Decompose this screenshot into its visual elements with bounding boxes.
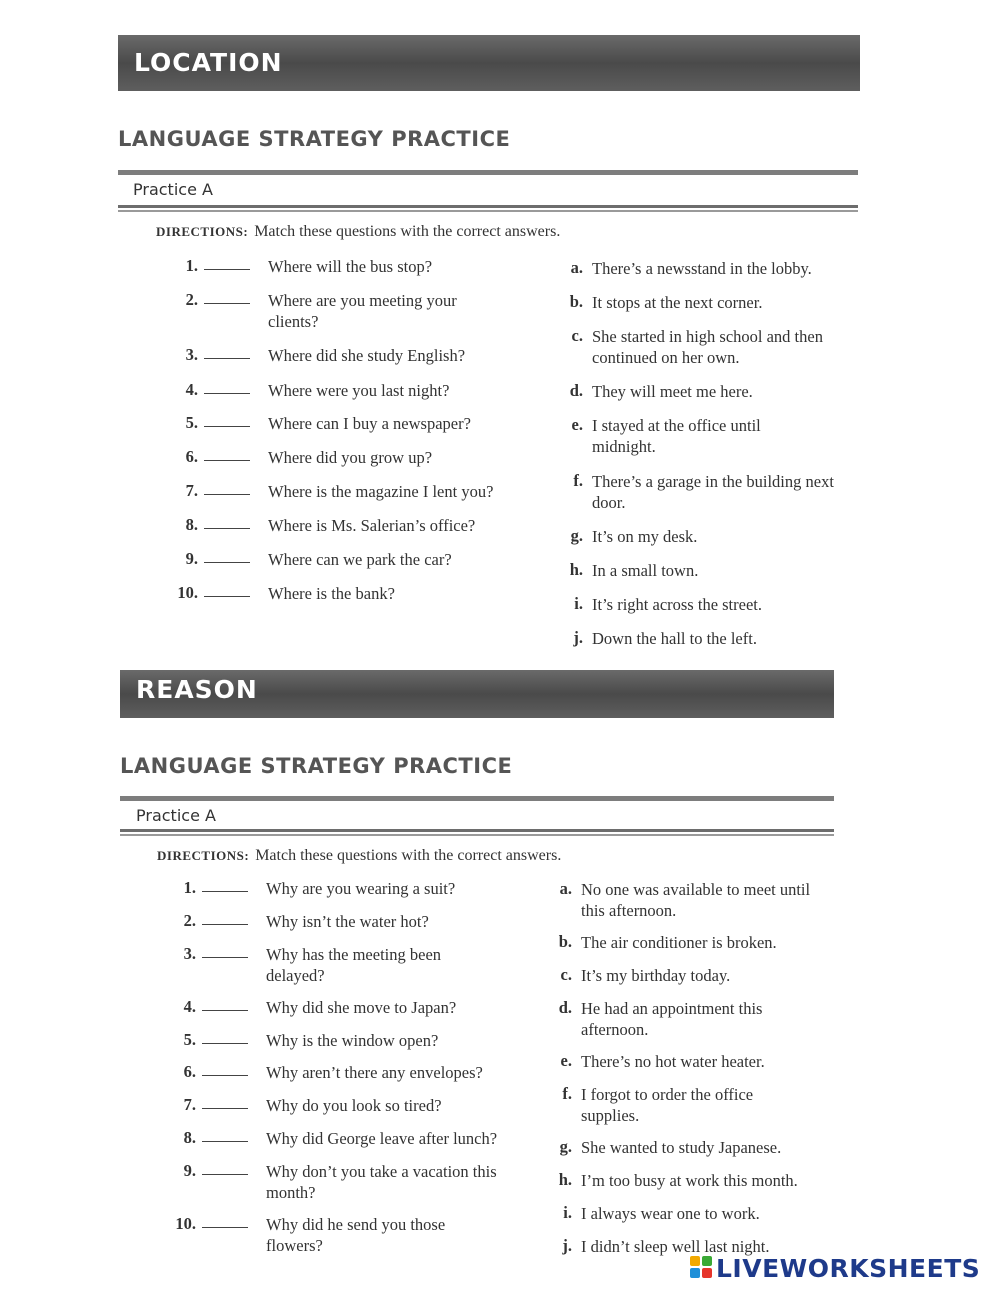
answer-text: I forgot to order the office supplies. (581, 1085, 754, 1125)
answer-letter: i. (563, 1203, 572, 1222)
answer-letter: h. (569, 560, 583, 579)
divider (118, 205, 858, 212)
answer-blank[interactable] (204, 562, 250, 563)
answer-letter: f. (562, 1084, 572, 1103)
question-number: 9. (185, 549, 198, 568)
question-number: 8. (183, 1128, 196, 1147)
answer-letter: h. (558, 1170, 572, 1189)
practice-label: Practice A (133, 180, 213, 199)
question-text: Where can we park the car? (268, 550, 452, 569)
question-text: Why don’t you take a vacation this month? (266, 1162, 497, 1202)
question-text: Where are you meeting your clients? (268, 291, 457, 331)
answer-text: The air conditioner is broken. (581, 933, 777, 952)
answer-letter: e. (560, 1051, 572, 1070)
divider (118, 170, 858, 175)
question-text: Why did he send you those flowers? (266, 1215, 446, 1255)
question-number: 6. (185, 447, 198, 466)
directions-label: DIRECTIONS: (157, 848, 250, 863)
answer-letter: d. (558, 998, 572, 1017)
answer-text: There’s a garage in the building next door. (592, 472, 834, 512)
answer-blank[interactable] (202, 891, 248, 892)
answer-blank[interactable] (202, 1075, 248, 1076)
answer-letter: f. (573, 471, 583, 490)
question-text: Why are you wearing a suit? (266, 879, 456, 898)
answer-blank[interactable] (204, 358, 250, 359)
answer-blank[interactable] (202, 957, 248, 958)
answer-blank[interactable] (204, 426, 250, 427)
answer-text: It stops at the next corner. (592, 293, 763, 312)
liveworksheets-logo-icon (690, 1256, 714, 1280)
answer-letter: j. (573, 628, 583, 647)
section-heading: LANGUAGE STRATEGY PRACTICE (118, 127, 511, 151)
answer-letter: b. (569, 292, 583, 311)
question-text: Where can I buy a newspaper? (268, 414, 471, 433)
question-text: Where did she study English? (268, 346, 466, 365)
directions (157, 847, 561, 865)
answer-text: She started in high school and then continued on her own. (592, 327, 823, 367)
answer-text: Down the hall to the left. (592, 629, 757, 648)
directions-text: Match these questions with the correct answers. (254, 223, 561, 240)
answer-text: It’s on my desk. (592, 527, 698, 546)
answer-letter: i. (574, 594, 583, 613)
question-text: Why did she move to Japan? (266, 998, 457, 1017)
answer-blank[interactable] (202, 1043, 248, 1044)
answer-blank[interactable] (204, 460, 250, 461)
answer-text: I stayed at the office until midnight. (592, 416, 761, 456)
answer-blank[interactable] (202, 1174, 248, 1175)
watermark-text: LIVEWORKSHEETS (716, 1254, 981, 1283)
question-number: 4. (185, 380, 198, 399)
answer-text: I’m too busy at work this month. (581, 1171, 798, 1190)
answer-text: I didn’t sleep well last night. (581, 1237, 770, 1256)
answer-blank[interactable] (204, 269, 250, 270)
answer-text: In a small town. (592, 561, 699, 580)
question-number: 2. (185, 290, 198, 309)
question-text: Where did you grow up? (268, 448, 433, 467)
answer-blank[interactable] (204, 303, 250, 304)
answer-letter: g. (570, 526, 583, 545)
question-text: Why is the window open? (266, 1031, 439, 1050)
question-number: 8. (185, 515, 198, 534)
answer-letter: a. (559, 879, 572, 898)
question-number: 7. (183, 1095, 196, 1114)
answer-letter: d. (569, 381, 583, 400)
answer-blank[interactable] (202, 924, 248, 925)
question-text: Where is the magazine I lent you? (268, 482, 494, 501)
question-text: Where is Ms. Salerian’s office? (268, 516, 476, 535)
section-banner-reason: REASON (120, 670, 834, 718)
question-number: 2. (183, 911, 196, 930)
answer-letter: c. (571, 326, 583, 345)
answer-letter: e. (571, 415, 583, 434)
question-text: Why did George leave after lunch? (266, 1129, 498, 1148)
answer-text: There’s no hot water heater. (581, 1052, 765, 1071)
answer-blank[interactable] (204, 596, 250, 597)
answer-blank[interactable] (202, 1227, 248, 1228)
practice-label: Practice A (136, 806, 216, 825)
answer-text: There’s a newsstand in the lobby. (592, 259, 812, 278)
question-text: Where will the bus stop? (268, 257, 433, 276)
answer-text: No one was available to meet until this afternoon. (581, 880, 811, 920)
directions-text: Match these questions with the correct answers. (255, 847, 562, 864)
question-number: 5. (185, 413, 198, 432)
question-number: 10. (175, 1214, 196, 1233)
directions-label: DIRECTIONS: (156, 224, 249, 239)
answer-text: She wanted to study Japanese. (581, 1138, 782, 1157)
directions (156, 223, 560, 241)
answer-text: He had an appointment this afternoon. (581, 999, 763, 1039)
answer-letter: j. (562, 1236, 572, 1255)
answer-blank[interactable] (204, 528, 250, 529)
answer-letter: b. (558, 932, 572, 951)
question-number: 10. (177, 583, 198, 602)
divider (120, 829, 834, 836)
question-number: 1. (183, 878, 196, 897)
question-text: Why do you look so tired? (266, 1096, 442, 1115)
answer-text: It’s right across the street. (592, 595, 762, 614)
question-number: 1. (185, 256, 198, 275)
question-number: 7. (185, 481, 198, 500)
answer-letter: c. (560, 965, 572, 984)
answer-text: I always wear one to work. (581, 1204, 760, 1223)
section-banner-location: LOCATION (118, 35, 860, 91)
question-number: 3. (183, 944, 196, 963)
liveworksheets-watermark (690, 1254, 980, 1284)
answer-letter: a. (570, 258, 583, 277)
answer-letter: g. (559, 1137, 572, 1156)
divider (120, 796, 834, 801)
question-number: 9. (183, 1161, 196, 1180)
question-text: Where were you last night? (268, 381, 450, 400)
question-text: Why has the meeting been delayed? (266, 945, 442, 985)
question-text: Why aren’t there any envelopes? (266, 1063, 483, 1082)
question-number: 5. (183, 1030, 196, 1049)
answer-blank[interactable] (202, 1010, 248, 1011)
answer-blank[interactable] (204, 494, 250, 495)
question-number: 4. (183, 997, 196, 1016)
question-text: Why isn’t the water hot? (266, 912, 429, 931)
question-number: 6. (183, 1062, 196, 1081)
question-text: Where is the bank? (268, 584, 395, 603)
question-number: 3. (185, 345, 198, 364)
answer-text: It’s my birthday today. (581, 966, 731, 985)
answer-blank[interactable] (204, 393, 250, 394)
answer-text: They will meet me here. (592, 382, 753, 401)
section-heading: LANGUAGE STRATEGY PRACTICE (120, 754, 513, 778)
answer-blank[interactable] (202, 1141, 248, 1142)
answer-blank[interactable] (202, 1108, 248, 1109)
